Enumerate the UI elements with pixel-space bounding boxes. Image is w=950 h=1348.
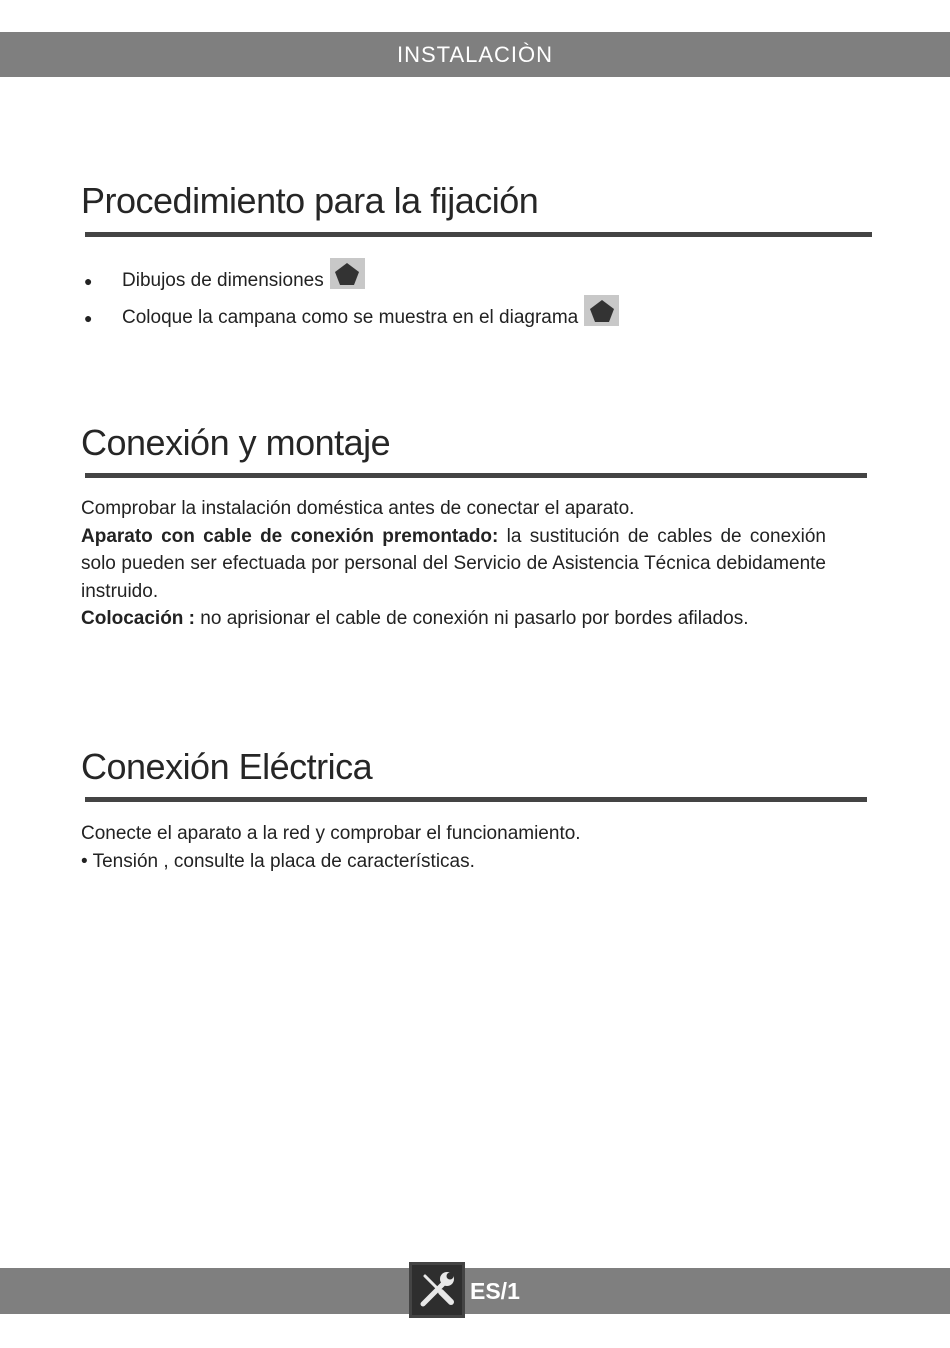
section-divider <box>85 232 872 237</box>
section-title-mounting: Conexión y montaje <box>81 422 391 463</box>
mounting-placement-paragraph <box>81 605 826 633</box>
mounting-line: Comprobar la instalación doméstica antes de conectar el aparato. <box>81 498 635 519</box>
cable-label: Aparato con cable de conexión premontado: <box>81 525 499 547</box>
list-item <box>81 262 619 299</box>
bullet-icon: ● <box>84 272 93 289</box>
section-divider <box>85 473 867 478</box>
list-item <box>81 299 619 336</box>
mounting-cable-paragraph <box>81 523 826 606</box>
header-title: INSTALACIÒN <box>396 41 554 67</box>
section-divider <box>85 797 867 802</box>
fixing-bullet-list <box>81 262 619 336</box>
section-title-electrical: Conexión Eléctrica <box>81 746 373 787</box>
electrical-line: • Tensión , consulte la placa de características. <box>81 850 475 872</box>
mounting-text <box>81 495 826 633</box>
bullet-text: Dibujos de dimensiones <box>122 269 324 291</box>
placement-label: Colocación : <box>81 608 196 629</box>
section-title-fixing: Procedimiento para la fijación <box>81 180 539 221</box>
bullet-icon: ● <box>84 309 93 326</box>
header-bar <box>0 32 950 77</box>
cable-text: la sustitución de cables de conexión solo pueden ser efectuada por personal del Servicio de Asistencia Técnica debidamente instruido. <box>81 525 826 602</box>
bullet-text: Coloque la campana como se muestra en el diagrama <box>122 306 579 328</box>
pentagon-icon <box>330 258 365 289</box>
placement-text: no aprisionar el cable de conexión ni pasarlo por bordes afilados. <box>195 608 749 629</box>
electrical-text <box>81 820 826 875</box>
pentagon-icon <box>584 295 619 326</box>
tools-icon <box>409 1262 465 1318</box>
electrical-line: Conecte el aparato a la red y comprobar el funcionamiento. <box>81 823 581 844</box>
page-number: ES/1 <box>470 1278 520 1304</box>
